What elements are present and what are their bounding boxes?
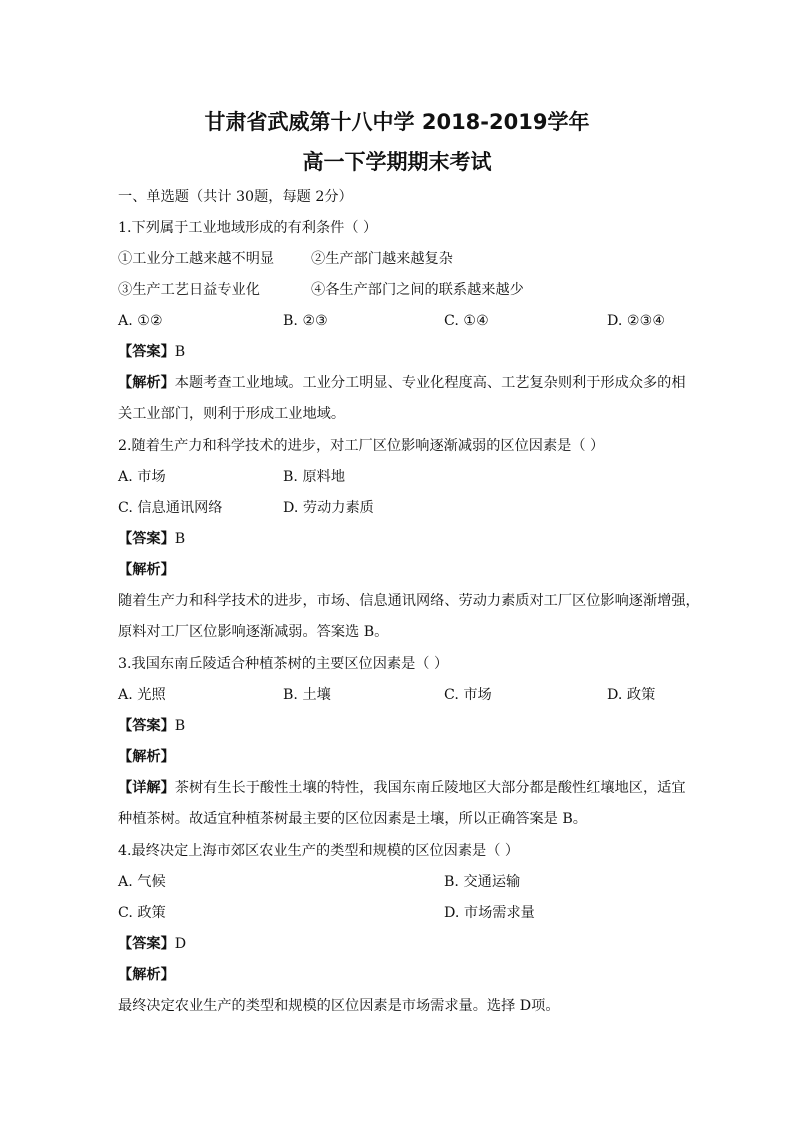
- q3-answer: [118, 716, 185, 736]
- q3-detail-line-2: 种植茶树。故适宜种植茶树最主要的区位因素是土壤，所以正确答案是 B。: [118, 811, 587, 827]
- q2-option-d: D. 劳动力素质: [283, 500, 374, 516]
- q2-option-a: A. 市场: [118, 469, 166, 485]
- q3-detail-line-1: [118, 778, 686, 798]
- document-title: 甘肃省武威第十八中学 2018-2019学年: [204, 110, 590, 134]
- analysis-label: 【解析】: [118, 375, 175, 391]
- q1-statement-3: ③生产工艺日益专业化: [118, 282, 260, 298]
- q4-answer: [118, 934, 186, 954]
- answer-value: B: [174, 531, 186, 547]
- detail-text: 茶树有生长于酸性土壤的特性，我国东南丘陵地区大部分都是酸性红壤地区，适宜: [174, 780, 686, 796]
- q4-option-a: A. 气候: [118, 874, 166, 890]
- q3-option-a: A. 光照: [118, 687, 166, 703]
- q4-stem: 4.最终决定上海市郊区农业生产的类型和规模的区位因素是（ ）: [118, 843, 520, 859]
- q3-option-d: D. 政策: [607, 687, 656, 703]
- answer-value: B: [174, 344, 186, 360]
- q1-option-b: B. ②③: [283, 313, 328, 329]
- q2-answer: [118, 529, 185, 549]
- answer-label: 【答案】: [118, 344, 175, 360]
- q3-option-b: B. 土壤: [283, 687, 331, 703]
- q1-option-a: A. ①②: [118, 313, 163, 329]
- q1-analysis-line-1: [118, 373, 686, 393]
- q1-stem: 1.下列属于工业地域形成的有利条件（ ）: [118, 220, 378, 236]
- q4-option-c: C. 政策: [118, 905, 166, 921]
- q2-analysis-line-1: 随着生产力和科学技术的进步，市场、信息通讯网络、劳动力素质对工厂区位影响逐渐增强，: [118, 593, 700, 609]
- q2-stem: 2.随着生产力和科学技术的进步，对工厂区位影响逐渐减弱的区位因素是（ ）: [118, 438, 605, 454]
- q4-analysis-label: 【解析】: [118, 967, 175, 983]
- q1-option-d: D. ②③④: [607, 313, 666, 329]
- q2-analysis-label: 【解析】: [118, 562, 175, 578]
- answer-label: 【答案】: [118, 531, 175, 547]
- q1-answer: [118, 342, 185, 362]
- answer-label: 【答案】: [118, 718, 175, 734]
- detail-label: 【详解】: [118, 780, 175, 796]
- q3-option-c: C. 市场: [444, 687, 492, 703]
- q1-analysis-line-2: 关工业部门，则利于形成工业地域。: [118, 406, 346, 422]
- answer-label: 【答案】: [118, 936, 175, 952]
- q3-analysis-label: 【解析】: [118, 749, 175, 765]
- q1-option-c: C. ①④: [444, 313, 489, 329]
- q1-statement-1: ①工业分工越来越不明显: [118, 251, 275, 267]
- answer-value: B: [174, 718, 186, 734]
- q1-statement-2: ②生产部门越来越复杂: [311, 251, 453, 267]
- q4-option-d: D. 市场需求量: [444, 905, 535, 921]
- answer-value: D: [174, 936, 187, 952]
- q4-option-b: B. 交通运输: [444, 874, 521, 890]
- q2-option-b: B. 原料地: [283, 469, 346, 485]
- q1-statement-4: ④各生产部门之间的联系越来越少: [311, 282, 524, 298]
- q3-stem: 3.我国东南丘陵适合种植茶树的主要区位因素是（ ）: [118, 656, 449, 672]
- section-heading: 一、单选题（共计 30题，每题 2分）: [118, 189, 353, 205]
- q4-analysis-line-1: 最终决定农业生产的类型和规模的区位因素是市场需求量。选择 D项。: [118, 998, 560, 1014]
- q2-option-c: C. 信息通讯网络: [118, 500, 223, 516]
- document-subtitle: 高一下学期期末考试: [302, 150, 492, 174]
- q2-analysis-line-2: 原料对工厂区位影响逐渐减弱。答案选 B。: [118, 624, 389, 640]
- analysis-text: 本题考查工业地域。工业分工明显、专业化程度高、工艺复杂则利于形成众多的相: [174, 375, 686, 391]
